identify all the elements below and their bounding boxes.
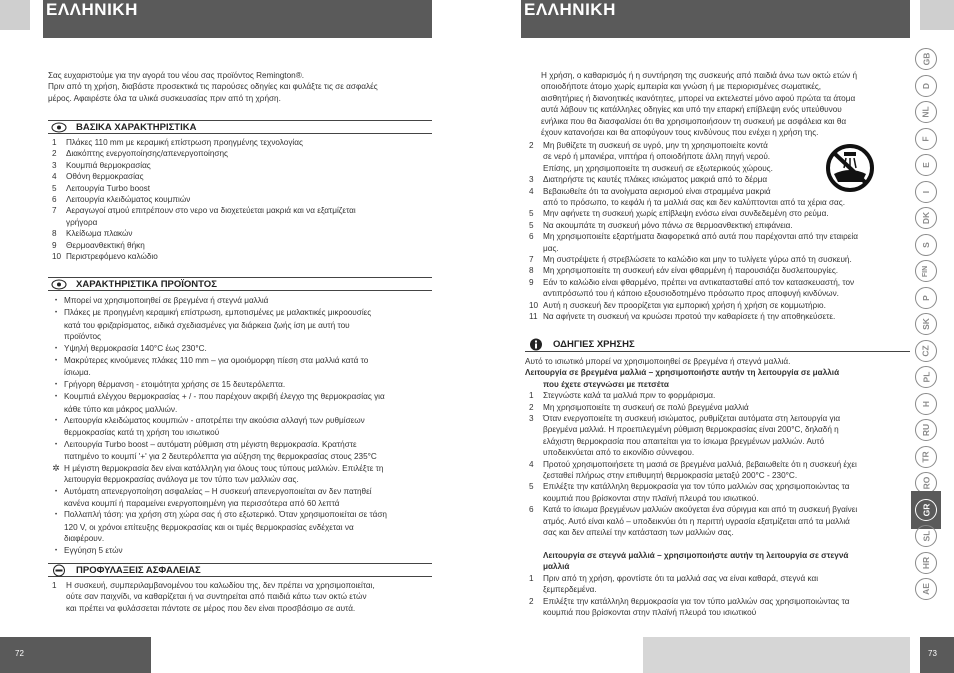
list-item	[48, 545, 387, 557]
list-item	[525, 231, 858, 242]
item-number: 8	[529, 266, 534, 276]
list-item: κάθε τύπο και μάκρος μαλλιών.	[64, 404, 178, 414]
language-code: S	[920, 241, 931, 248]
item-text: Πλάκες 110 mm με κεραμική επίστρωση προηγμένης τεχνολογίας	[66, 138, 303, 147]
item-number: 3	[52, 160, 57, 170]
list-item: αντιπρόσωπό του ή κάποιο εξουσιοδοτημένο πρόσωπο προς αποφυγή κινδύνων.	[543, 289, 839, 299]
language-tab[interactable]	[915, 366, 937, 388]
language-tab[interactable]	[915, 313, 937, 335]
list-item: κουμπιά που βρίσκονται στην πλαϊνή πλευρά του ισιωτικού	[543, 607, 757, 617]
item-text: Θερμοανθεκτική θήκη	[66, 240, 145, 250]
list-item	[48, 379, 387, 391]
product-title: ΧΑΡΑΚΤΗΡΙΣΤΙΚΑ ΠΡΟΪΟΝΤΟΣ	[76, 279, 217, 290]
text-line: μέρος. Αφαιρέστε όλα τα υλικά συσκευασίας πριν από τη χρήση.	[48, 93, 281, 103]
item-number: 3	[529, 175, 534, 185]
item-text: Λειτουργία κλειδώματος κουμπιών	[66, 195, 191, 205]
item-text: Εγγύηση 5 ετών	[64, 545, 123, 555]
text-line: ενήλικα που θα διασφαλίσει ότι θα χρησιμοποιήσουν τη συσκευή με ασφάλεια και θα	[541, 116, 847, 126]
item-text: Βεβαιωθείτε ότι τα ανοίγματα αερισμού είναι στραμμένα μακριά	[543, 186, 771, 196]
item-text: Μην αφήνετε τη συσκευή χωρίς επίβλεψη ενόσω είναι συνδεδεμένη στο ρεύμα.	[543, 209, 829, 219]
bullet-icon: •	[54, 381, 58, 388]
item-number: 1	[529, 391, 534, 401]
language-tab[interactable]	[915, 578, 937, 600]
list-item: ξεμπερδεμένα.	[543, 585, 597, 595]
list-item	[48, 391, 387, 403]
list-item	[48, 439, 387, 451]
sun-icon: ✲	[52, 462, 60, 473]
item-text: Όταν ενεργοποιείτε τη συσκευή ισιώματος, ρυθμίζεται αυτόματα στη λειτουργία για	[543, 414, 841, 424]
list-item	[48, 355, 387, 367]
language-tab[interactable]	[915, 260, 937, 282]
list-item: λειτουργία θερμοκρασίας ανάλογα με τον τύπο των μαλλιών σας.	[64, 475, 299, 485]
language-code: HR	[921, 556, 931, 569]
item-number: 2	[52, 149, 57, 159]
item-text: Οθόνη θερμοκρασίας	[66, 172, 144, 182]
item-text: Η μέγιστη θερμοκρασία δεν είναι κατάλληλη για όλους τους τύπους μαλλιών. Επιλέξτε τη	[64, 463, 384, 473]
item-number: 1	[52, 581, 57, 590]
list-item	[525, 174, 858, 185]
language-tab[interactable]	[915, 154, 937, 176]
item-number: 11	[529, 312, 538, 322]
list-item: από το πρόσωπο, το κεφάλι ή τα μαλλιά σας και δεν καλύπτονται από τα χέρια σας.	[543, 198, 845, 208]
bullet-icon: •	[54, 394, 58, 401]
list-item	[525, 254, 858, 265]
language-code: CZ	[921, 344, 931, 357]
item-text: Πλάκες με προηγμένη κεραμική επίστρωση, εμποτισμένες με μαλακτικές μικροουσίες	[64, 308, 372, 318]
language-circle	[915, 499, 937, 521]
language-tab[interactable]	[915, 340, 937, 362]
dry-mode-heading: μαλλιά	[543, 562, 570, 572]
item-number: 6	[529, 232, 534, 242]
item-text: Μπορεί να χρησιμοποιηθεί σε βρεγμένα ή στεγνά μαλλιά	[64, 296, 269, 305]
right-footer-bar	[920, 637, 954, 673]
list-item	[48, 463, 387, 474]
item-text: Επιλέξτε την κατάλληλη θερμοκρασία για τον τύπο μαλλιών σας χρησιμοποιώντας τα	[543, 596, 850, 606]
item-number: 2	[529, 596, 534, 606]
language-code: DK	[921, 211, 931, 225]
list-item: ελάχιστη θερμοκρασία που απαιτείται για το ίσιωμα βρεγμένων μαλλιών. Αυτό	[543, 436, 825, 446]
bullet-icon: •	[54, 488, 58, 495]
list-item: σας και δεν απειλεί την κατάσταση των μαλλιών σας.	[543, 528, 734, 538]
language-code: FIN	[922, 265, 930, 277]
item-number: 5	[52, 183, 57, 193]
list-item	[48, 137, 356, 148]
item-number: 2	[529, 141, 534, 150]
language-tab[interactable]	[915, 419, 937, 441]
language-code: PL	[921, 371, 931, 383]
language-code: SK	[921, 318, 931, 330]
list-item: προϊόντος	[64, 332, 101, 342]
item-text: Λειτουργία κλειδώματος κουμπιών - αποτρέπει την ακούσια αλλαγή των ρυθμίσεων	[64, 416, 365, 426]
language-code: AE	[921, 583, 931, 595]
item-text: Γρήγορη θέρμανση - ετοιμότητα χρήσης σε 15 δευτερόλεπτα.	[64, 379, 286, 389]
list-item	[48, 486, 387, 498]
item-number: 1	[529, 573, 534, 583]
list-item	[525, 459, 857, 470]
item-text: Επιλέξτε την κατάλληλη θερμοκρασία για τον τύπο μαλλιών σας χρησιμοποιώντας τα	[543, 482, 850, 492]
text-line: Σας ευχαριστούμε για την αγορά του νέου σας προϊόντος Remington®.	[48, 71, 304, 80]
item-text: Διακόπτης ενεργοποίησης/απενεργοποίησης	[66, 149, 228, 159]
list-item	[48, 251, 356, 262]
eye-icon	[51, 122, 67, 133]
item-text: Στεγνώστε καλά τα μαλλιά πριν το φορμάρισμα.	[543, 391, 716, 401]
list-item	[48, 228, 356, 239]
item-number: 4	[52, 172, 57, 182]
language-tab[interactable]	[915, 207, 937, 229]
page-number-left: 72	[15, 649, 24, 658]
item-text: Μη συστρέψετε ή στρεβλώσετε το καλώδιο και μην το τυλίγετε γύρω από τη συσκευή.	[543, 255, 852, 265]
list-item	[48, 183, 356, 194]
list-item	[525, 265, 858, 276]
item-number: 6	[529, 505, 534, 515]
language-tab[interactable]	[915, 75, 937, 97]
language-tab[interactable]	[915, 552, 937, 574]
instructions-body	[525, 356, 857, 618]
product-heading	[48, 277, 432, 291]
list-item	[525, 413, 857, 424]
item-number: 7	[529, 255, 534, 265]
list-item	[48, 295, 387, 307]
list-item: 120 V, οι χρόνοι επίτευξης θερμοκρασίας και οι τιμές θερμοκρασίας ενδέχεται να	[64, 522, 354, 532]
list-item: κατά του φριζαρίσματος, ειδικά σχεδιασμένες για διάρκεια ζωής ίση με αυτή του	[64, 320, 350, 330]
instructions-title: ΟΔΗΓΙΕΣ ΧΡΗΣΗΣ	[553, 339, 635, 350]
list-item: μας.	[543, 243, 559, 253]
list-item	[525, 186, 858, 197]
text-line: οποιοδήποτε άτομο χωρίς εμπειρία και γνώση ή με περιορισμένες σωματικές,	[541, 82, 822, 92]
left-footer-bar	[0, 637, 151, 673]
safety-heading	[48, 563, 432, 577]
item-number: 5	[529, 220, 534, 230]
bullet-icon: •	[54, 298, 58, 304]
bullet-icon: •	[54, 418, 58, 425]
item-text: Κουμπιά ελέγχου θερμοκρασίας + / - που παρέχουν ακριβή έλεγχο της θερμοκρασίας για	[64, 392, 385, 402]
bullet-icon: •	[54, 547, 58, 554]
text-line: Πριν από τη χρήση, διαβάστε προσεκτικά τις παρούσες οδηγίες και φυλάξτε τις σε ασφαλές	[48, 82, 378, 92]
list-item	[525, 311, 858, 322]
item-text: Μη χρησιμοποιείτε τη συσκευή εάν είναι φθαρμένη ή παρουσιάζει δυσλειτουργίες.	[543, 266, 839, 276]
list-item	[48, 160, 356, 171]
language-code: P	[920, 294, 931, 301]
wet-mode-heading: που έχετε στεγνώσει με πετσέτα	[543, 379, 669, 389]
item-number: 1	[52, 138, 57, 147]
item-text: Αεραγωγοί ατμού επιτρέπουν στο νερο να διοχετεύεται μακριά και να εξατμίζεται	[66, 206, 356, 216]
list-item	[525, 220, 858, 231]
language-tab[interactable]	[915, 446, 937, 468]
item-text: Λειτουργία Turbo boost	[66, 183, 151, 193]
right-header-bar	[521, 0, 910, 38]
safety-list	[48, 580, 375, 614]
item-number: 5	[529, 482, 534, 492]
language-code: F	[920, 135, 931, 142]
item-text: Μη βυθίζετε τη συσκευή σε υγρό, μην τη χρησιμοποιείτε κοντά	[543, 141, 768, 150]
language-tab[interactable]	[915, 128, 937, 150]
list-item	[525, 277, 858, 288]
list-item	[525, 504, 857, 515]
left-header-tab	[0, 0, 30, 30]
language-code: E	[920, 162, 931, 168]
item-text: Να αφήνετε τη συσκευή να κρυώσει προτού την καθαρίσετε ή την αποθηκεύσετε.	[543, 312, 836, 322]
language-code: GB	[921, 52, 931, 66]
right-page	[477, 0, 954, 673]
item-text: Αυτή η συσκευή δεν προορίζεται για εμπορική χρήση ή χρήση σε κομμωτήριο.	[543, 300, 826, 310]
language-code: GR	[921, 503, 931, 516]
item-text: Πολλαπλή τάση: για χρήση στη χώρα σας ή στο εξωτερικό. Όταν χρησιμοποιείται σε τάση	[64, 510, 387, 520]
list-item	[525, 300, 858, 311]
safety-title: ΠΡΟΦΥΛΑΞΕΙΣ ΑΣΦΑΛΕΙΑΣ	[76, 565, 201, 576]
item-text: Λειτουργία Turbo boost – αυτόματη ρύθμιση στη μέγιστη θερμοκρασία. Κρατήστε	[64, 439, 357, 449]
item-number: 3	[529, 414, 534, 424]
page-number-right: 73	[928, 649, 937, 658]
language-code: H	[920, 400, 931, 407]
item-text: Προτού χρησιμοποιήσετε τη μασιά σε βρεγμένα μαλλιά, βεβαιωθείτε ότι η συσκευή έχει	[543, 459, 857, 469]
item-number: 5	[529, 209, 534, 219]
wet-mode-heading: Λειτουργία σε βρεγμένα μαλλιά – χρησιμοποιήστε αυτήν τη λειτουργία σε μαλλιά	[525, 368, 840, 378]
features-heading	[48, 120, 432, 134]
list-item	[48, 509, 387, 521]
item-text: Μη χρησιμοποιείτε εξαρτήματα διαφορετικά από αυτά που παρέχονται από την εταιρεία	[543, 232, 858, 242]
text-line: έχουν κατανοήσει και θα αποφύγουν τους κινδύνους που ενέχει η χρήση της.	[541, 128, 819, 138]
text-line: αυτά λάβουν τις κατάλληλες οδηγίες και υπό την επαρκή επίβλεψη ενός υπεύθυνου	[541, 105, 842, 115]
list-item: κουμπιά που βρίσκονται στην πλαϊνή πλευρά του ισιωτικού.	[543, 493, 759, 503]
item-text: Πριν από τη χρήση, φροντίστε ότι τα μαλλιά σας να είναι καθαρά, στεγνά και	[543, 573, 819, 583]
language-code: I	[921, 190, 931, 193]
item-number: 6	[52, 195, 57, 205]
right-header-tab	[920, 0, 954, 30]
list-item	[48, 415, 387, 427]
item-number: 8	[52, 229, 57, 239]
list-item	[525, 140, 858, 151]
item-number: 9	[529, 277, 534, 287]
language-code: D	[920, 82, 931, 89]
instructions-intro: Αυτό το ισιωτικό μπορεί να χρησιμοποιηθεί σε βρεγμένα ή στεγνά μαλλιά.	[525, 357, 791, 366]
item-number: 10	[52, 252, 62, 262]
list-item: σε νερό ή μπανιέρα, νιπτήρα ή οποιοδήποτε άλλη πηγή νερού.	[543, 152, 771, 162]
language-code: NL	[921, 106, 931, 118]
item-text: Διατηρήστε τις καυτές πλάκες ισιώματος μακριά από το δέρμα	[543, 175, 768, 185]
list-item: ίσιωμα.	[64, 368, 91, 378]
item-text: Κλείδωμα πλακών	[66, 229, 133, 239]
list-item: βρεγμένα μαλλιά. Η προεπιλεγμένη ρύθμιση θερμοκρασίας είναι 200°C, δηλαδή η	[543, 425, 839, 435]
item-text: Η συσκευή, συμπεριλαμβανομένου του καλωδίου της, δεν πρέπει να χρησιμοποιείται,	[66, 581, 375, 590]
language-tab[interactable]	[915, 181, 937, 203]
item-text: Να ακουμπάτε τη συσκευή μόνο πάνω σε θερμοανθεκτική επιφάνεια.	[543, 220, 793, 230]
list-item	[525, 402, 857, 413]
right-page-title: ΕΛΛΗΝΙΚΗ	[524, 0, 616, 19]
eye-icon	[51, 279, 67, 290]
language-tab[interactable]	[915, 393, 937, 415]
bullet-icon: •	[54, 345, 58, 352]
list-item: θερμοκρασίας κατά τη χρήση του ισιωτικού	[64, 428, 220, 438]
list-item	[48, 194, 356, 205]
spacer	[525, 539, 857, 550]
list-item	[48, 240, 356, 251]
info-icon	[528, 338, 544, 351]
safety-items	[525, 140, 858, 323]
list-item	[48, 205, 356, 216]
list-item	[48, 343, 387, 355]
language-code: TR	[921, 450, 931, 463]
right-footer-light	[643, 637, 910, 673]
bullet-icon: •	[54, 441, 58, 448]
list-item: πατημένο το κουμπί '+' για 2 δευτερόλεπτα για αύξηση της θερμοκρασίας στους 235°C	[64, 452, 377, 462]
item-text: Μακρύτερες κινούμενες πλάκες 110 mm – για ομοιόμορφη πίεση στα μαλλιά κατά το	[64, 356, 369, 366]
list-item: και πρέπει να φυλάσσεται πάντοτε σε μέρος που δεν είναι προσβάσιμο σε αυτά.	[66, 603, 356, 613]
list-item	[525, 596, 857, 607]
left-header-bar	[43, 0, 432, 38]
list-item	[525, 481, 857, 492]
list-item: διαφέρουν.	[64, 534, 105, 544]
list-item	[525, 390, 857, 401]
language-tab[interactable]	[915, 48, 937, 70]
item-number: 9	[52, 240, 57, 250]
list-item	[525, 208, 858, 219]
language-tab[interactable]	[915, 101, 937, 123]
list-item: ατμός. Αυτό είναι καλό – υποδεικνύει ότι η περιττή υγρασία εξατμίζεται από τα μαλλιά	[543, 516, 850, 526]
item-text: Εάν το καλώδιο είναι φθαρμένο, πρέπει να αντικατασταθεί από τον κατασκευαστή, τον	[543, 277, 855, 287]
item-number: 10	[529, 300, 539, 310]
list-item	[48, 307, 387, 319]
list-item	[48, 148, 356, 159]
dry-mode-heading: Λειτουργία σε στεγνά μαλλιά – χρησιμοποιήστε αυτήν τη λειτουργία σε στεγνά	[543, 550, 849, 560]
list-item: ζεσταθεί πλήρως στην επιθυμητή θερμοκρασία μεταξύ 200°C - 230°C.	[543, 471, 798, 481]
language-tab-active[interactable]	[911, 491, 941, 529]
item-number: 7	[52, 206, 57, 216]
list-item: κανένα κουμπί ή παραμείνει ενεργοποιημένη για περισσότερα από 60 λεπτά	[64, 498, 340, 508]
text-line: Η χρήση, ο καθαρισμός ή η συντήρηση της συσκευής από παιδιά άνω των οκτώ ετών ή	[541, 71, 858, 80]
list-item	[525, 573, 857, 584]
item-number: 4	[529, 459, 534, 469]
features-title: ΒΑΣΙΚΑ ΧΑΡΑΚΤΗΡΙΣΤΙΚΑ	[76, 122, 197, 133]
language-tab[interactable]	[915, 525, 937, 547]
list-item	[48, 580, 375, 591]
item-text: Αυτόματη απενεργοποίηση ασφαλείας – Η συσκευή απενεργοποιείται αν δεν πατηθεί	[64, 486, 372, 496]
list-item: γρήγορα	[66, 217, 98, 227]
item-number: 4	[529, 186, 534, 196]
bullet-icon: •	[54, 358, 58, 365]
list-item: ούτε σαν παιχνίδι, να καθαρίζεται ή να συντηρείται από παιδιά κάτω των οκτώ ετών	[66, 592, 367, 602]
item-number: 2	[529, 402, 534, 412]
intro-text	[48, 70, 378, 104]
item-text: Κατά το ίσιωμα βρεγμένων μαλλιών ακούγεται ένα σύριγμα και από τη συσκευή βγαίνει	[543, 505, 858, 515]
features-list	[48, 137, 356, 262]
bullet-icon: •	[54, 512, 58, 519]
language-tab[interactable]	[915, 234, 937, 256]
list-item: Επίσης, μη χρησιμοποιείτε τη συσκευή σε εξωτερικούς χώρους.	[543, 163, 773, 173]
instructions-heading	[525, 338, 910, 352]
language-code: SL	[921, 530, 931, 542]
list-item: υποδεικνύεται από το εικονίδιο σύννεφου.	[543, 448, 695, 458]
language-code: RO	[921, 476, 931, 490]
warning-read-icon	[51, 564, 67, 577]
language-code: RU	[921, 423, 931, 437]
no-water-icon	[820, 144, 880, 192]
product-list	[48, 295, 387, 557]
item-text: Κουμπιά θερμοκρασίας	[66, 160, 151, 170]
item-text: Μη χρησιμοποιείτε τη συσκευή σε πολύ βρεγμένα μαλλιά	[543, 402, 749, 412]
left-page-title: ΕΛΛΗΝΙΚΗ	[46, 0, 138, 19]
language-tab[interactable]	[915, 287, 937, 309]
list-item	[48, 171, 356, 182]
safety-continued	[541, 70, 857, 138]
item-text: Περιστρεφόμενο καλώδιο	[66, 252, 158, 262]
text-line: αισθητήριες ή διανοητικές ικανότητες, μπορεί να εκτελεστεί μόνο αφού πρώτα τα άτομα	[541, 93, 856, 103]
item-text: Υψηλή θερμοκρασία 140°C έως 230°C.	[64, 343, 207, 353]
bullet-icon: •	[54, 310, 58, 317]
